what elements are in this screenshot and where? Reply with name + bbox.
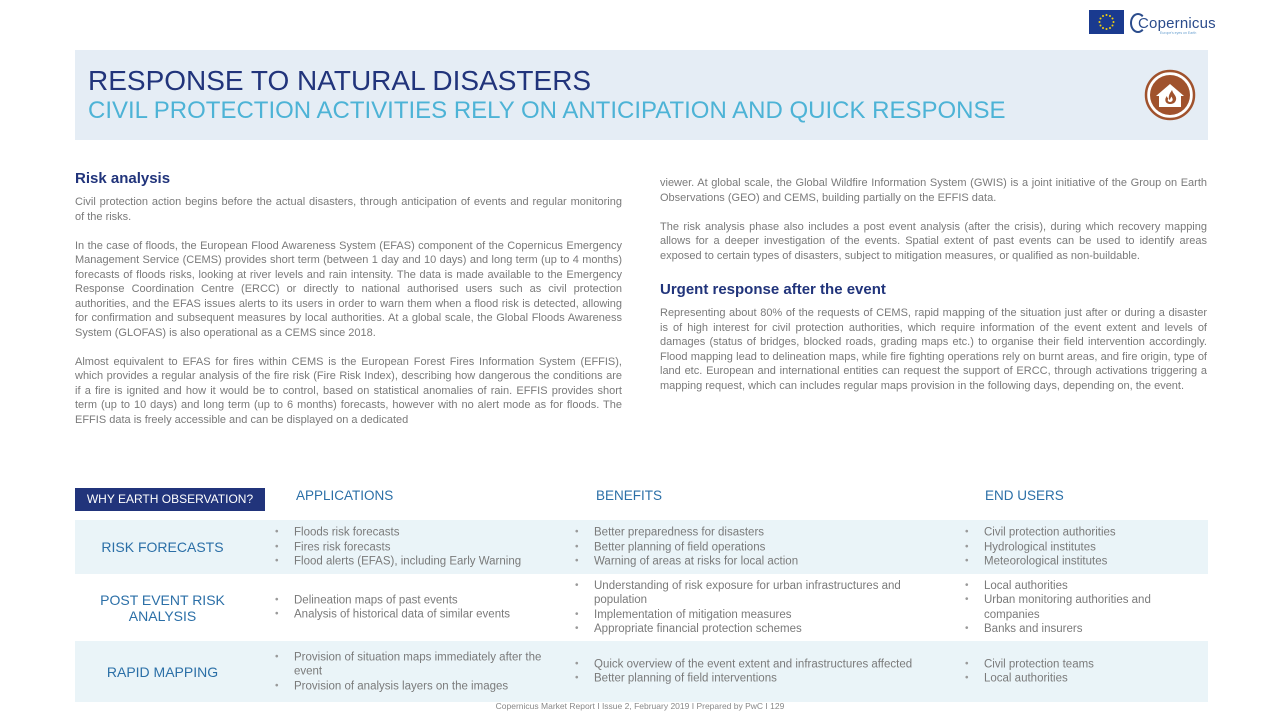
body-paragraph: In the case of floods, the European Flood Awareness System (EFAS) component of the Copernicus Emergency Management Service (CEMS) provides short term (between 1 day and 10 days) and long term (up to 4 months) forecasts of floods risks, looking at river levels and rain intensity. The data is made available to the Emergency Response Coordination Centre (ERCC) or directly to national authorised users such as civil protection authorities, and the EFAS issues alerts to its users in order to warn them when a flood risk is detected, allowing for confirmation and subsequent measures by local authorities. At a global scale, the Global Floods Awareness System (GLOFAS) is also operational as a CEMS since 2018. xyxy=(75,239,622,339)
body-paragraph: Almost equivalent to EFAS for fires within CEMS is the European Forest Fires Information System (EFFIS), which provides a regular analysis of the fire risk (Fire Risk Index), describing how dangerous the conditions are if a fire is ignited and how it would be to control, based on statistical anomalies of rain. EFFIS provides short term (up to 10 days) and long term (up to 6 months) forecasts, however with no alert mode as for floods. The EFFIS data is freely accessible and can be displayed on a dedicated xyxy=(75,355,622,426)
body-paragraph: Civil protection action begins before the actual disasters, through anticipation of events and regular monitoring of the risks. xyxy=(75,196,622,223)
benefits-cell xyxy=(575,657,935,686)
list-item: • Floods risk forecasts xyxy=(275,525,565,540)
why-earth-observation-label: WHY EARTH OBSERVATION? xyxy=(75,488,265,511)
list-item: • Hydrological institutes xyxy=(965,540,1195,555)
table-row xyxy=(75,641,1208,702)
list-item: • Flood alerts (EFAS), including Early Warning xyxy=(275,554,565,569)
end-users-cell xyxy=(965,657,1195,686)
list-item: • Better planning of field interventions xyxy=(575,672,935,687)
list-item: • Appropriate financial protection schemes xyxy=(575,622,935,637)
list-item: • Fires risk forecasts xyxy=(275,540,565,555)
house-fire-icon xyxy=(1144,69,1196,121)
list-item: • Provision of analysis layers on the images xyxy=(275,679,565,694)
list-item: • Local authorities xyxy=(965,672,1195,687)
list-item: • Provision of situation maps immediately after the event xyxy=(275,650,565,679)
body-paragraph: Representing about 80% of the requests of CEMS, rapid mapping of the situation just after or during a disaster is of high interest for civil protection authorities, which require information of the event extent and levels of damages (status of bridges, blocked roads, grading maps etc.) to organise their field intervention accordingly. Flood mapping lead to delineation maps, while fire fighting operations rely on burnt areas, and fire origin, type of land etc. European and international entities can request the support of ERCC, through activations triggering a mapping request, which can includes regular maps provision in the following days, depending on, the event. xyxy=(660,307,1207,392)
list-item: • Civil protection teams xyxy=(965,657,1195,672)
list-item: • Warning of areas at risks for local action xyxy=(575,554,935,569)
applications-cell xyxy=(275,593,565,622)
urgent-response-heading: Urgent response after the event xyxy=(660,281,886,298)
eu-flag-icon xyxy=(1089,10,1124,34)
list-item: • Analysis of historical data of similar events xyxy=(275,608,565,623)
page-subtitle: CIVIL PROTECTION ACTIVITIES RELY ON ANTICIPATION AND QUICK RESPONSE xyxy=(88,97,1006,124)
list-item: • Quick overview of the event extent and infrastructures affected xyxy=(575,657,935,672)
list-item: • Local authorities xyxy=(965,579,1195,594)
list-item: • Civil protection authorities xyxy=(965,525,1195,540)
copernicus-name: Copernicus xyxy=(1138,15,1216,32)
end-users-cell xyxy=(965,579,1195,637)
page-header xyxy=(75,50,1208,140)
list-item: • Delineation maps of past events xyxy=(275,593,565,608)
applications-header: APPLICATIONS xyxy=(296,488,394,503)
list-item: • Meteorological institutes xyxy=(965,554,1195,569)
end-users-header: END USERS xyxy=(985,488,1064,503)
right-column xyxy=(660,176,1207,408)
row-label: RAPID MAPPING xyxy=(106,663,219,680)
end-users-cell xyxy=(965,525,1195,569)
risk-analysis-heading: Risk analysis xyxy=(75,170,171,187)
copernicus-logo xyxy=(1130,12,1216,38)
copernicus-tagline: Europe's eyes on Earth xyxy=(1160,31,1197,35)
body-paragraph: viewer. At global scale, the Global Wildfire Information System (GWIS) is a joint initiative of the Group on Earth Observations (GEO) and CEMS, building partially on the EFFIS data. xyxy=(660,177,1207,204)
row-label: RISK FORECASTS xyxy=(101,539,224,555)
list-item: • Implementation of mitigation measures xyxy=(575,608,935,623)
left-column xyxy=(75,170,622,442)
page-title: RESPONSE TO NATURAL DISASTERS xyxy=(88,65,592,96)
list-item: • Banks and insurers xyxy=(965,622,1195,637)
applications-cell xyxy=(275,525,565,569)
table-row xyxy=(75,575,1208,640)
table-row xyxy=(75,520,1208,574)
list-item: • Better preparedness for disasters xyxy=(575,525,935,540)
benefits-cell xyxy=(575,525,935,569)
benefits-header: BENEFITS xyxy=(596,488,663,503)
page-footer: Copernicus Market Report I Issue 2, February 2019 I Prepared by PwC I 129 xyxy=(495,701,785,711)
row-label: POST EVENT RISK ANALYSIS xyxy=(100,591,225,624)
list-item: • Understanding of risk exposure for urban infrastructures and population xyxy=(575,579,935,608)
benefits-cell xyxy=(575,579,935,637)
list-item: • Urban monitoring authorities and companies xyxy=(965,593,1195,622)
body-paragraph: The risk analysis phase also includes a post event analysis (after the crisis), during which recovery mapping allows for a deeper investigation of the events. Spatial extent of past events can be used to identify areas exposed to certain types of disasters, subject to mitigation measures, or qualified as non-buildable. xyxy=(660,220,1207,262)
applications-cell xyxy=(275,650,565,694)
list-item: • Better planning of field operations xyxy=(575,540,935,555)
